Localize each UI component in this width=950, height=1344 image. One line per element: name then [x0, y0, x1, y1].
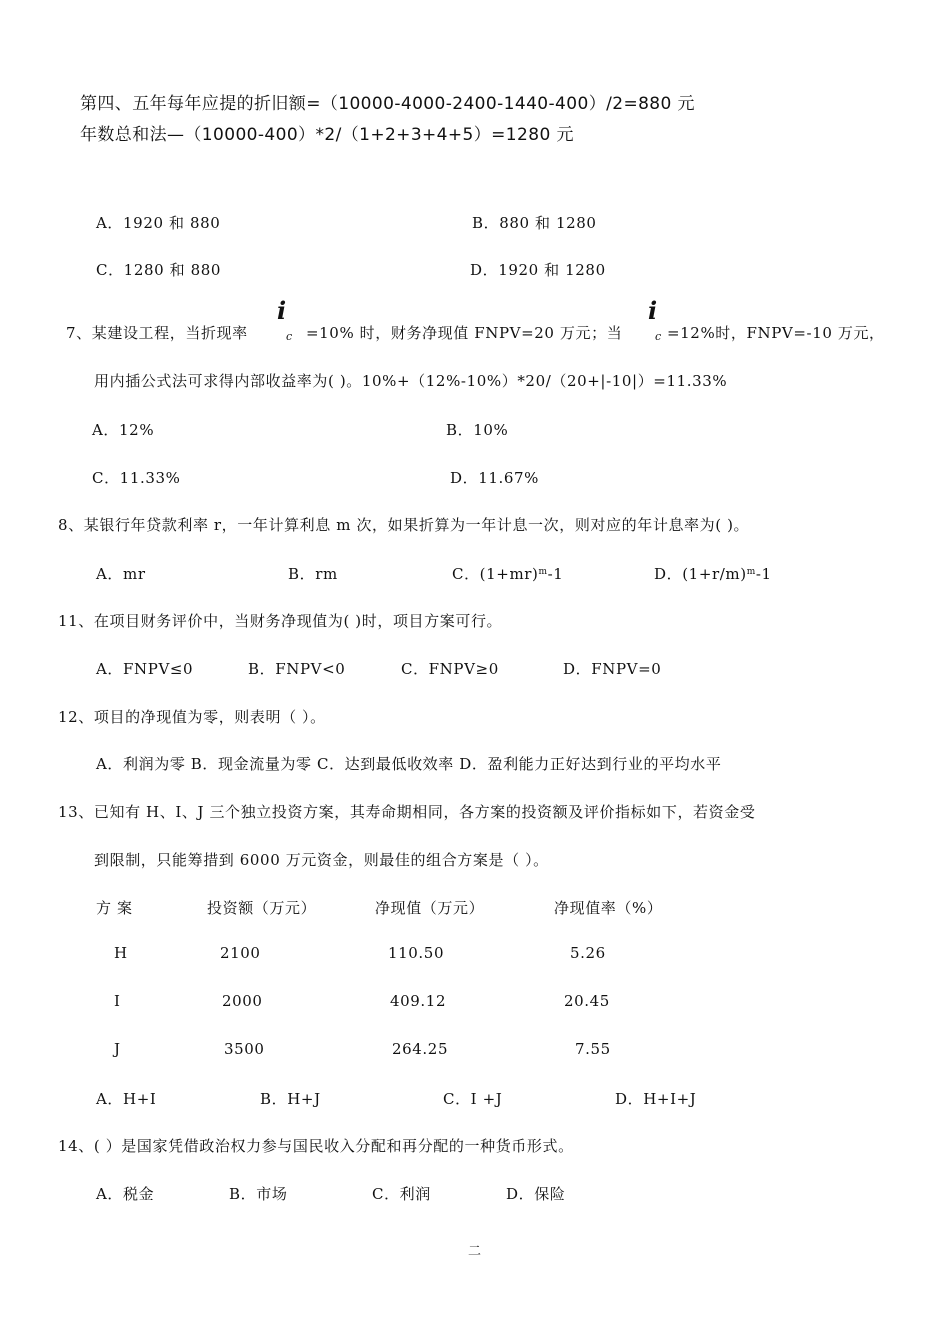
q14-option-c: C．利润 [372, 1185, 431, 1203]
q7-option-d: D．11.67% [450, 469, 540, 487]
q11-stem: 11、在项目财务评价中，当财务净现值为( )时，项目方案可行。 [58, 612, 503, 630]
table-cell: J [114, 1040, 121, 1058]
q7-option-b: B．10% [446, 421, 509, 439]
q14-stem: 14、( ）是国家凭借政治权力参与国民收入分配和再分配的一种货币形式。 [58, 1137, 574, 1155]
q7-option-a: A．12% [92, 421, 155, 439]
q13-stem-line2: 到限制，只能筹措到 6000 万元资金，则最佳的组合方案是（ ）。 [94, 851, 549, 869]
q8-option-d: D．$(1+r/m)^m-1$ [654, 565, 772, 583]
q8-option-b: B．rm [288, 565, 338, 583]
table-cell: I [114, 992, 121, 1010]
table-header-plan: 方 案 [96, 899, 133, 917]
q7-stem-part3: =12%时，FNPV=-10 万元， [667, 324, 885, 342]
q7-stem-part1: 7、某建设工程，当折现率 [66, 324, 248, 342]
q14-option-b: B．市场 [229, 1185, 288, 1203]
q12-stem: 12、项目的净现值为零，则表明（ ）。 [58, 708, 326, 726]
q13-option-c: C．I +J [443, 1090, 503, 1108]
q8-option-c: C．$(1+mr)^m-1$ [452, 565, 564, 583]
page-number: 二 [468, 1244, 482, 1259]
q11-option-a: A．FNPV≤0 [96, 660, 194, 678]
q11-option-b: B．FNPV<0 [248, 660, 346, 678]
rate-subscript-c-2: c [655, 330, 662, 343]
q13-option-d: D．H+I+J [615, 1090, 697, 1108]
rate-symbol-i-2: i [648, 296, 658, 325]
table-cell: 20.45 [564, 992, 610, 1010]
table-cell: 110.50 [388, 944, 445, 962]
q7-option-c: C．11.33% [92, 469, 181, 487]
table-cell: 409.12 [390, 992, 447, 1010]
table-cell: 3500 [224, 1040, 265, 1058]
table-cell: 7.55 [575, 1040, 611, 1058]
table-header-npv-rate: 净现值率（%） [554, 899, 663, 917]
q7-stem-part2: =10% 时，财务净现值 FNPV=20 万元；当 [306, 324, 623, 342]
table-header-investment: 投资额（万元） [207, 899, 317, 917]
depreciation-line: 第四、五年每年应提的折旧额=（10000-4000-2400-1440-400）/2=880 元 [80, 94, 695, 114]
table-cell: 264.25 [392, 1040, 449, 1058]
q6-option-c: C．1280 和 880 [96, 261, 222, 279]
table-cell: 5.26 [570, 944, 606, 962]
q6-option-d: D．1920 和 1280 [470, 261, 606, 279]
q11-option-d: D．FNPV=0 [563, 660, 662, 678]
q8-option-a: A．mr [96, 565, 146, 583]
q13-stem-line1: 13、已知有 H、I、J 三个独立投资方案，其寿命期相同，各方案的投资额及评价指标如下，若资金受 [58, 803, 756, 821]
q7-stem-line2: 用内插公式法可求得内部收益率为( )。10%+（12%-10%）*20/（20+|-10|）=11.33% [94, 372, 728, 390]
table-cell: 2000 [222, 992, 263, 1010]
q12-options: A．利润为零 B．现金流量为零 C．达到最低收效率 D．盈利能力正好达到行业的平均水平 [96, 755, 722, 773]
rate-subscript-c: c [286, 330, 293, 343]
q14-option-a: A．税金 [96, 1185, 155, 1203]
q6-option-a: A．1920 和 880 [96, 214, 221, 232]
q13-option-b: B．H+J [260, 1090, 321, 1108]
table-cell: 2100 [220, 944, 261, 962]
q13-option-a: A．H+I [96, 1090, 157, 1108]
q14-option-d: D．保险 [506, 1185, 566, 1203]
q6-option-b: B．880 和 1280 [472, 214, 597, 232]
sum-of-years-line: 年数总和法—（10000-400）*2/（1+2+3+4+5）=1280 元 [80, 125, 574, 145]
table-header-npv: 净现值（万元） [375, 899, 485, 917]
q8-stem: 8、某银行年贷款利率 r，一年计算利息 m 次，如果折算为一年计息一次，则对应的年计息率为( )。 [58, 516, 750, 534]
table-cell: H [114, 944, 128, 962]
rate-symbol-i: i [277, 296, 287, 325]
q11-option-c: C．FNPV≥0 [401, 660, 499, 678]
